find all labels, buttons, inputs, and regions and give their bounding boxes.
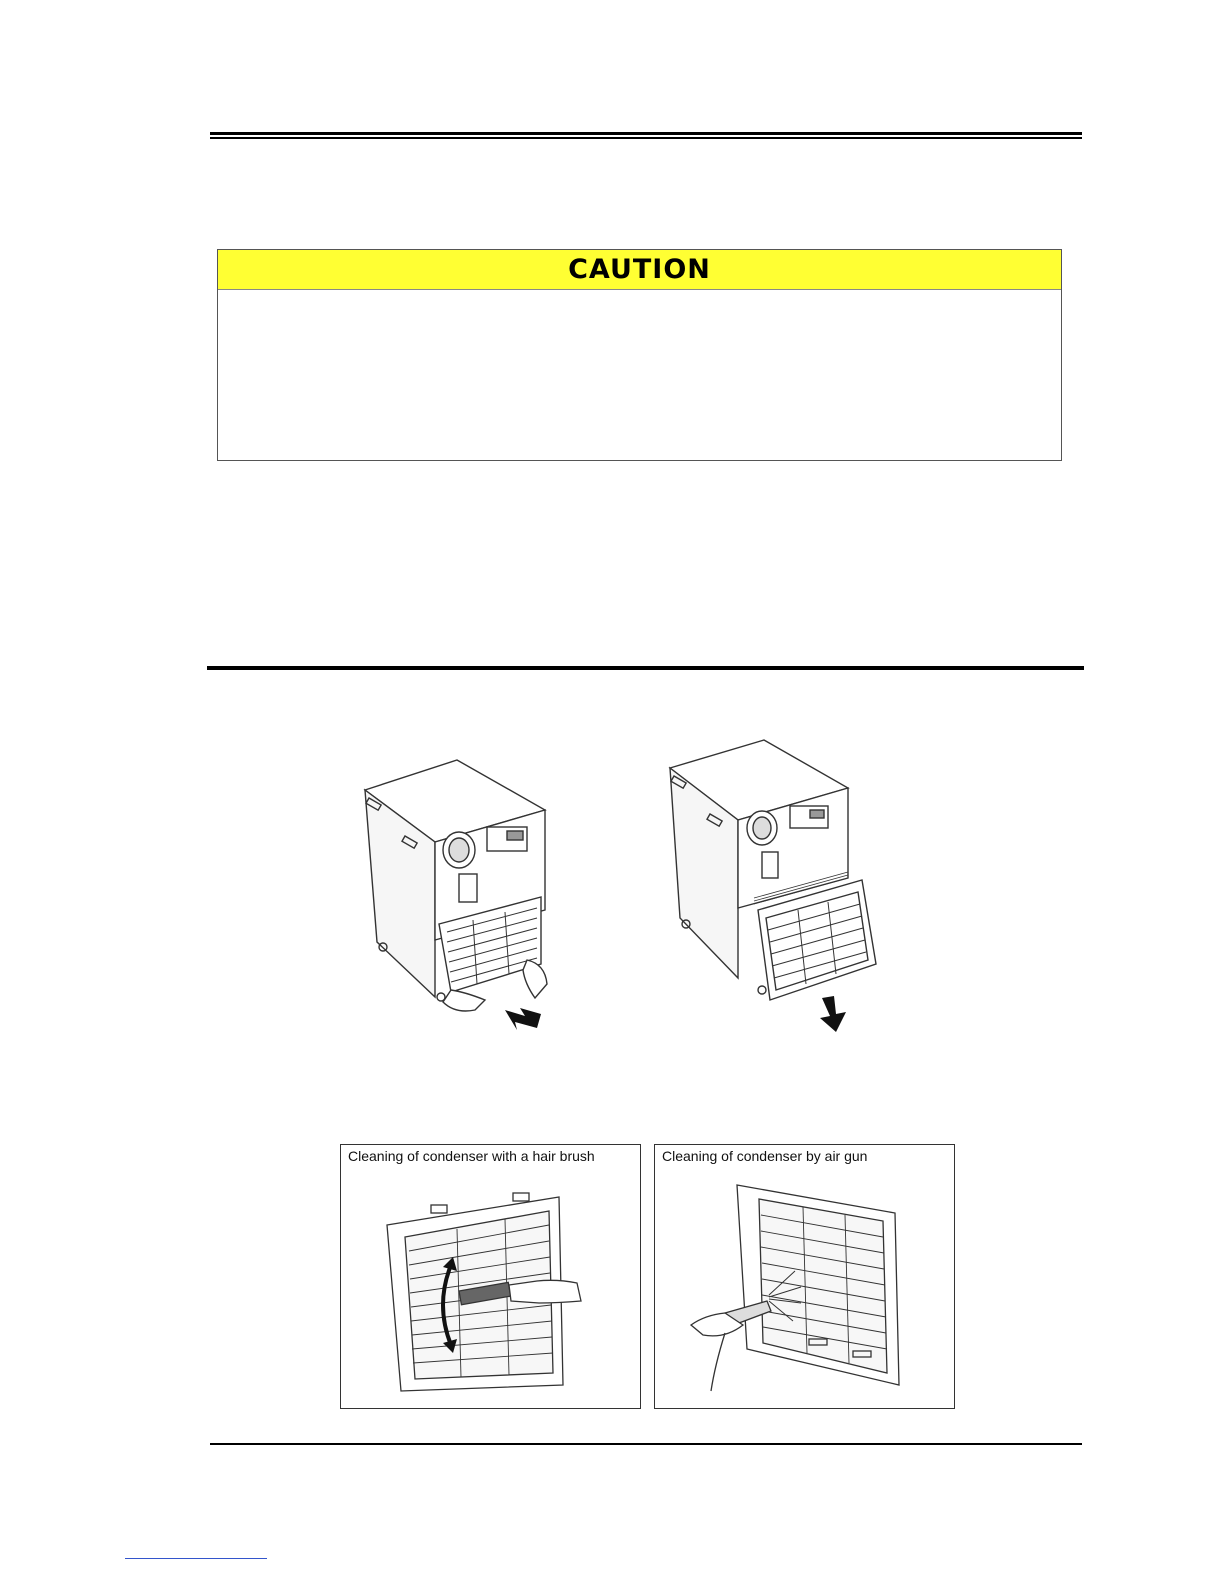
hair-brush-caption: Cleaning of condenser with a hair brush bbox=[348, 1148, 595, 1164]
air-gun-panel bbox=[654, 1144, 955, 1409]
hair-brush-panel bbox=[340, 1144, 641, 1409]
footer-rule bbox=[210, 1443, 1082, 1445]
section-rule bbox=[207, 666, 1084, 670]
header-rule-thick bbox=[210, 132, 1082, 135]
condenser-airgun-illustration bbox=[685, 1175, 945, 1395]
caution-title: CAUTION bbox=[568, 254, 711, 285]
caution-header bbox=[218, 250, 1061, 290]
condenser-brush-illustration bbox=[381, 1185, 621, 1395]
caution-box bbox=[217, 249, 1062, 461]
header-rule-thin bbox=[210, 137, 1082, 139]
air-gun-caption: Cleaning of condenser by air gun bbox=[662, 1148, 868, 1164]
chiller-panel-pulled-illustration bbox=[662, 738, 877, 1038]
footer-link-underline bbox=[125, 1558, 267, 1559]
chiller-panel-removal-illustration bbox=[355, 752, 555, 1047]
